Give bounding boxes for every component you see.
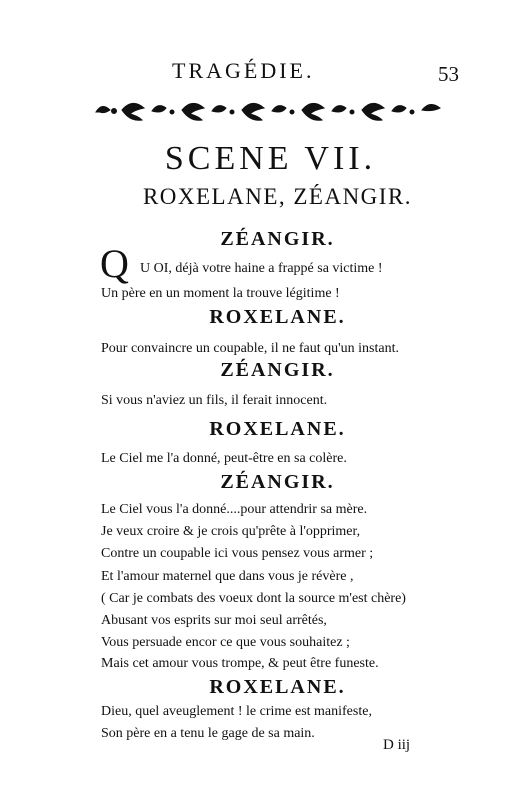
- verse-line: Vous persuade encor ce que vous souhaitez ;: [101, 635, 350, 650]
- signature-mark: D iij: [383, 737, 411, 753]
- verse-line: Un père en un moment la trouve légitime !: [101, 286, 340, 301]
- speaker-name: ZÉANGIR.: [220, 359, 335, 381]
- verse-line: Mais cet amour vous trompe, & peut être funeste.: [101, 656, 379, 671]
- verse-line: Son père en a tenu le gage de sa main.: [101, 726, 315, 741]
- verse-line: Si vous n'aviez un fils, il ferait innocent.: [101, 393, 328, 408]
- verse-line: Abusant vos esprits sur moi seul arrêtés,: [101, 613, 327, 628]
- speaker-name: ROXELANE.: [209, 418, 346, 440]
- verse-line: U OI, déjà votre haine a frappé sa victime !: [140, 261, 383, 276]
- speaker-name: ROXELANE.: [209, 676, 346, 698]
- verse-line: Le Ciel me l'a donné, peut-être en sa colère.: [101, 451, 347, 466]
- verse-line: Et l'amour maternel que dans vous je révère ,: [101, 569, 354, 584]
- speaker-name: ZÉANGIR.: [220, 228, 335, 250]
- running-title: TRAGÉDIE.: [172, 58, 315, 83]
- verse-line: Je veux croire & je crois qu'prête à l'opprimer,: [101, 524, 361, 539]
- drop-capital: Q: [100, 241, 129, 286]
- speaker-name: ROXELANE.: [209, 306, 346, 328]
- scene-heading: SCENE VII.: [164, 140, 377, 177]
- verse-line: Contre un coupable ici vous pensez vous armer ;: [101, 546, 374, 561]
- speaker-name: ZÉANGIR.: [220, 471, 335, 493]
- running-head: [0, 58, 529, 88]
- scene-characters: ROXELANE, ZÉANGIR.: [142, 184, 413, 209]
- fleuron-band-icon: [92, 98, 446, 124]
- page-number: 53: [438, 62, 459, 86]
- verse-line: Le Ciel vous l'a donné....pour attendrir sa mère.: [101, 502, 368, 517]
- verse-line: Dieu, quel aveuglement ! le crime est manifeste,: [101, 704, 372, 719]
- verse-line: Pour convaincre un coupable, il ne faut qu'un instant.: [101, 341, 399, 356]
- verse-line: ( Car je combats des voeux dont la source m'est chère): [101, 591, 406, 606]
